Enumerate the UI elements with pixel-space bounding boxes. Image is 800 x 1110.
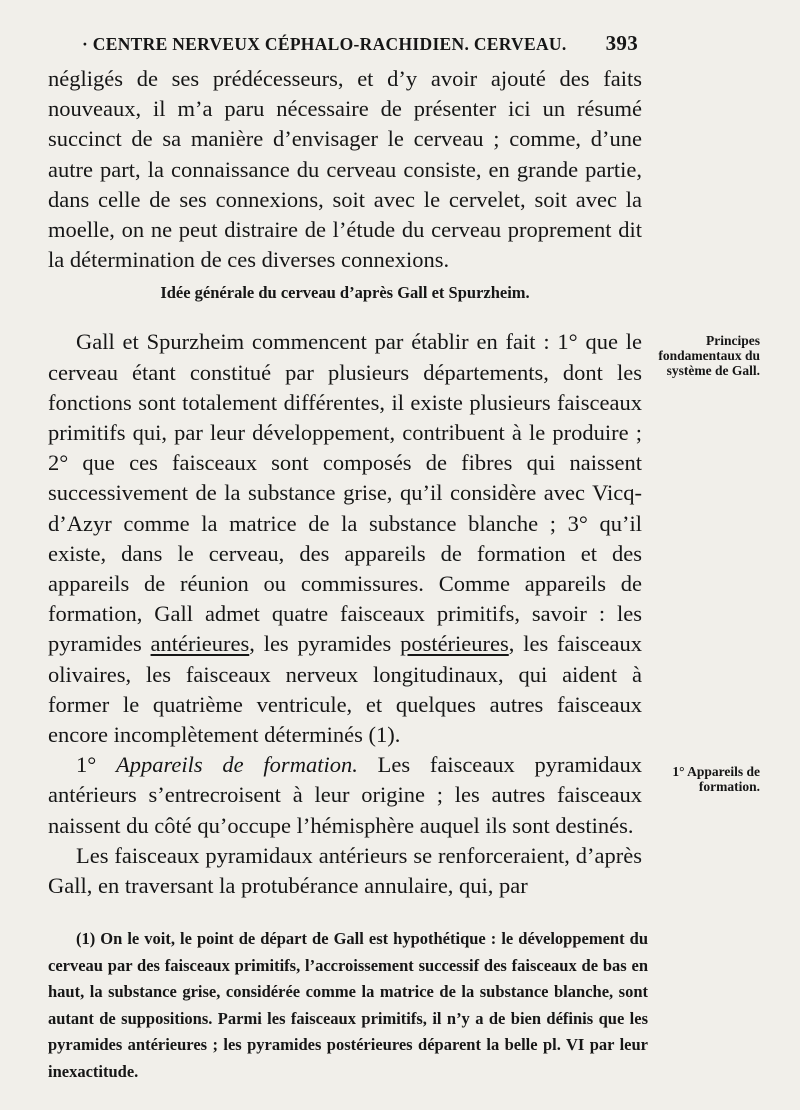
paragraph-pyramidal: Les faisceaux pyramidaux antérieurs se renforceraient, d’après Gall, en traversant la protubérance annulaire, qui, par <box>48 842 642 899</box>
page-number: 393 <box>605 31 638 55</box>
running-header <box>82 31 638 60</box>
paragraph-principles <box>48 327 642 750</box>
paragraph-text: Les faisceaux pyramidaux antérieurs s’entrecroisent à leur origine ; les autres faisceaux naissent du côté qu’occupe l’hémisphère auquel ils sont destinés. <box>48 752 643 838</box>
section-subheading: Idée générale du cerveau d’après Gall et Spurzheim. <box>160 283 530 303</box>
underlined-word: antérieures <box>150 631 250 657</box>
main-text <box>48 64 642 901</box>
margin-note-formation: 1° Appareils de formation. <box>672 764 760 794</box>
footnote-text: (1) On le voit, le point de départ de Gall est hypothétique : le développement du cerveau par des faisceaux primitifs, l’accroissement successif des faisceaux de bas en haut, la substance grise, considérée comme la matrice de la substance blanche, sont autant de suppositions. Parmi les faisceaux primitifs, il n’y a de bien définis que les pyramides antérieures ; les pyramides postérieures déparent la belle pl. VI par leur inexactitude. <box>48 929 648 1081</box>
paragraph-text: , les pyramides <box>249 631 401 657</box>
paragraph-formation <box>48 750 642 841</box>
margin-note-principles: Principes fondamentaux du système de Gall. <box>658 333 760 378</box>
italic-heading: Appareils de formation. <box>116 752 358 778</box>
paragraph-text: Gall et Spurzheim commencent par établir en fait : 1° que le cerveau étant constitué par plusieurs départements, dont les fonctions sont totalement différentes, il existe plusieurs faisceaux primitifs qui, par leur développement, contribuent à le produire ; 2° que ces faisceaux sont composés de fibres qui naissent successivement de la substance grise, qu’il considère avec Vicq-d’Azyr comme la matrice de la substance blanche ; 3° qu’il existe, dans le cerveau, des appareils de formation et des appareils de réunion ou commissures. Comme appareils de formation, Gall admet quatre faisceaux primitifs, savoir : les pyramides <box>48 329 642 657</box>
section-number: 1° <box>76 752 97 778</box>
paragraph-continued: négligés de ses prédécesseurs, et d’y avoir ajouté des faits nouveaux, il m’a paru nécessaire de présenter ici un résumé succinct de sa manière d’envisager le cerveau ; comme, d’une autre part, la connaissance du cerveau consiste, en grande partie, dans celle de ses connexions, soit avec le cervelet, soit avec la moelle, on ne peut distraire de l’étude du cerveau proprement dit la détermination de ces diverses connexions. <box>48 66 642 273</box>
underlined-word: postérieures <box>400 631 509 657</box>
paragraph-text: , les faisceaux olivaires, les faisceaux nerveux longitudinaux, qui aident à former le quatrième ventricule, et quelques autres faisceaux encore incomplètement déterminés (1). <box>48 631 642 748</box>
running-title: · CENTRE NERVEUX CÉPHALO-RACHIDIEN. CERVEAU. <box>82 34 567 54</box>
footnote <box>48 926 648 1086</box>
